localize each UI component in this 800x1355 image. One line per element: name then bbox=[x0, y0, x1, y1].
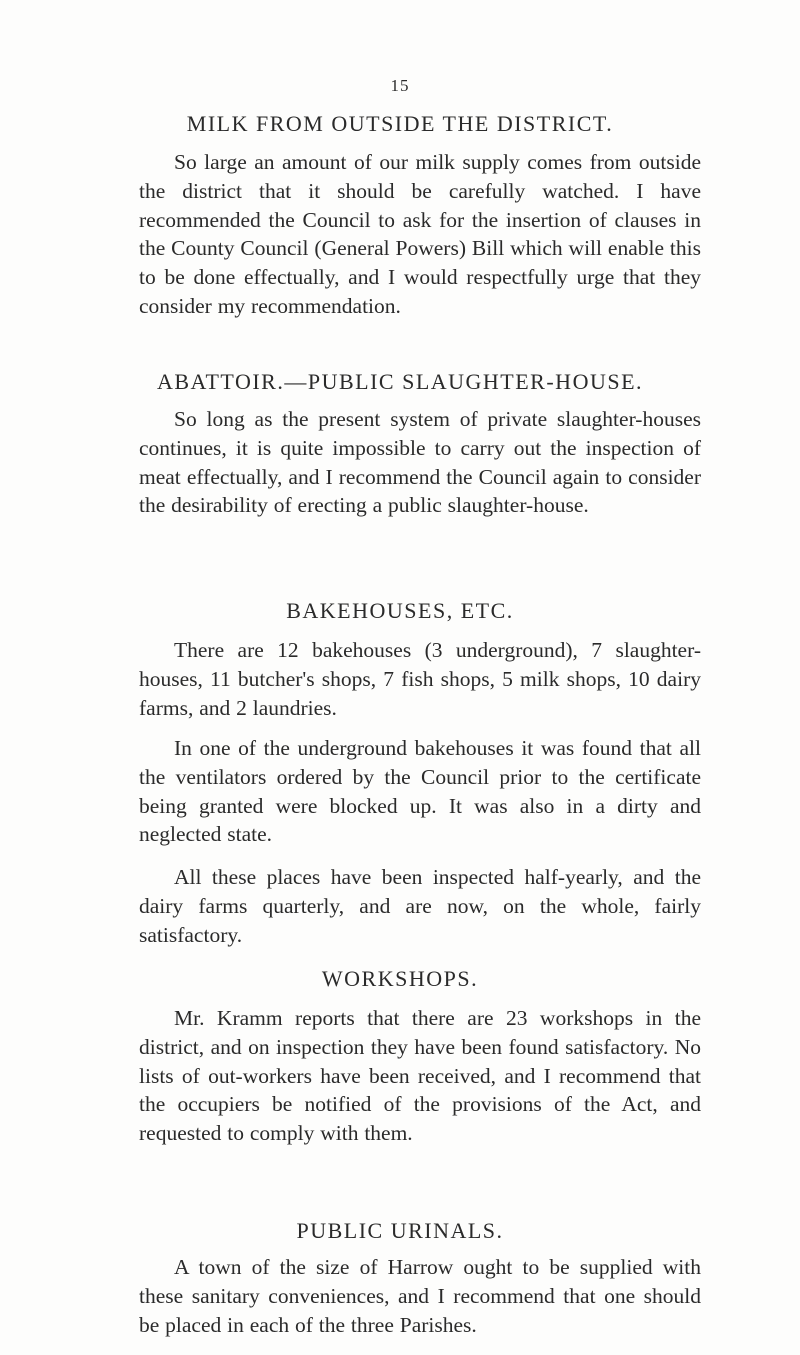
paragraph-inspections: All these places have been inspected half-yearly, and the dairy farms quarterly, and are now, on the whole, fairly satisfactory. bbox=[139, 865, 701, 947]
paragraph-milk-supply: So large an amount of our milk supply comes from outside the district that it should be carefully watched. I have recommended the Council to ask for the insertion of clauses in the County Council (General Powers) Bill which will enable this to be done effectually, and I would respectfully urge that they consider my recommendation. bbox=[139, 150, 701, 318]
page-number: 15 bbox=[390, 76, 410, 95]
paragraph-bakehouse-counts: There are 12 bakehouses (3 underground), 7 slaughter-houses, 11 butcher's shops, 7 fish shops, 5 milk shops, 10 dairy farms, and 2 laundries. bbox=[139, 638, 701, 720]
paragraph-underground-bakehouse: In one of the underground bakehouses it was found that all the ventilators ordered by the Council prior to the certificate being granted were blocked up. It was also in a dirty and neglected state. bbox=[139, 736, 701, 847]
heading-bakehouses: BAKEHOUSES, ETC. bbox=[286, 598, 514, 623]
heading-workshops: WORKSHOPS. bbox=[321, 966, 479, 991]
paragraph-workshops: Mr. Kramm reports that there are 23 workshops in the district, and on inspection they have been found satisfactory. No lists of out-workers have been received, and I recommend that the occupiers be notified of the provisions of the Act, and requested to comply with them. bbox=[139, 1006, 701, 1146]
paragraph-slaughter-houses: So long as the present system of private slaughter-houses continues, it is quite impossible to carry out the inspection of meat effectually, and I recommend the Council again to consider the desirability of erecting a public slaughter-house. bbox=[139, 407, 701, 518]
heading-milk-from-outside: MILK FROM OUTSIDE THE DISTRICT. bbox=[186, 111, 614, 136]
heading-abattoir: ABATTOIR.—PUBLIC SLAUGHTER-HOUSE. bbox=[156, 369, 644, 394]
paragraph-public-urinals: A town of the size of Harrow ought to be supplied with these sanitary conveniences, and I recommend that one should be placed in each of the three Parishes. bbox=[139, 1255, 701, 1337]
heading-public-urinals: PUBLIC URINALS. bbox=[296, 1218, 504, 1243]
